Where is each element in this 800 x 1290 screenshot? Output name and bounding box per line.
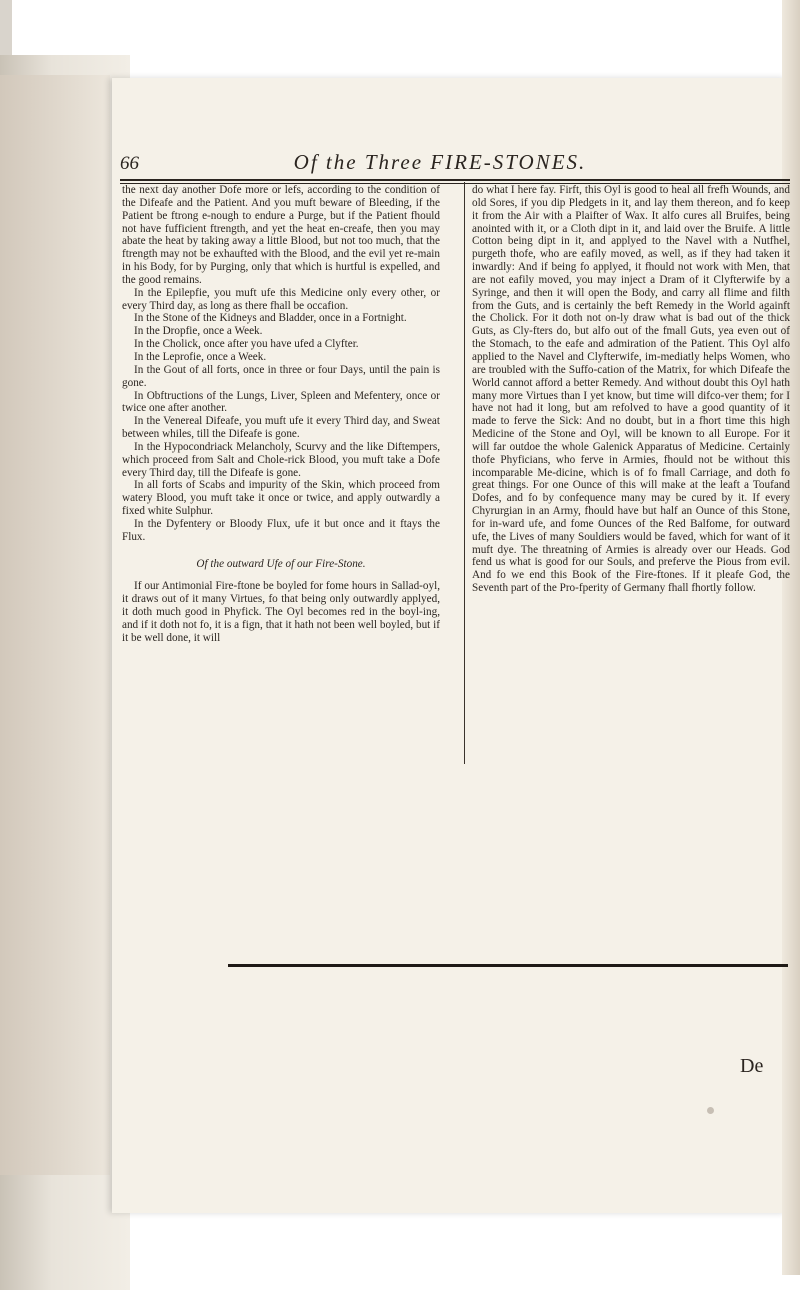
header-rule bbox=[120, 179, 790, 181]
running-title: Of the Three FIRE-STONES. bbox=[293, 150, 587, 174]
section-heading: Of the outward Ufe of our Fire-Stone. bbox=[196, 557, 366, 570]
catchword: De bbox=[740, 1055, 764, 1077]
paragraph: do what I here fay. Firft, this Oyl is good to heal all frefh Wounds, and old Sores, if you dip Pledgets in it, and lay them thereon, and fo keep it from the Air with a Plaifter of Wax. It alfo cures all Bruifes, being anointed with it, or a Cloth dipt in it, and laid over the Bruife. A little Cotton being dipt in it, and applyed to the Navel with a Nutfhel, purgeth thofe, who are eafily moved, as well, as if they had taken it inwardly: And if being fo applyed, it fhould not work with Men, that are not eafily moved, you may inject a Dram of it Clyfterwife by a Syringe, and then it will open the Body, and carry all flime and filth from the Guts, and is certainly the beft Remedy in the World againft the Cholick. For it doth not on-ly draw what is bad out of the thick Guts, as Cly-fters do, but alfo out of the fmall Guts, yea even out of the Stomach, to the eafe and admiration of the Patient. This Oyl alfo applied to the Navel and Clyfterwife, im-mediatly helps Women, who are troubled with the Suffo-cation of the Matrix, for which Difeafe the World cannot afford a better Remedy. And without doubt this Oyl hath many more Virtues than I yet know, but time will difco-ver them; for I have not had it long, but am refolved to have a good quantity of it made to ferve the Sick: And no doubt, but in a fhort time this high Medicine of the Stone and Oyl, will be known to all Europe. For it will far outdoe the whole Galenick Apparatus of Medicine. Certainly thofe Phyficians, who ferve in Armies, fhould not be without this incomparable Me-dicine, which is of fo fmall Carriage, and doth fo great things. For one Ounce of this will make at the leaft a Toufand Dofes, and fo by confequence many may be cured by it. If every Chyrurgian in an Army, fhould have but half an Ounce of this Stone, for in-ward ufe, and fome Ounces of the Red Balfome, for outward ufe, the Lives of many Souldiers would be faved, which for want of it muft dye. The threatning of Armies is already over our Heads. God fend us what is good for our Souls, and preferve the Pious from evil. And fo we end this Book of the Fire-ftones. If it pleafe God, the Seventh part of the Pro-fperity of Germany fhall fhortly follow. bbox=[472, 184, 790, 595]
page-number: 66 bbox=[120, 153, 139, 174]
right-column bbox=[472, 184, 790, 595]
left-column bbox=[122, 184, 440, 645]
bottom-rule bbox=[228, 964, 788, 967]
paragraph: If our Antimonial Fire-ftone be boyled for fome hours in Sallad-oyl, it draws out of it many Virtues, fo that being only outwardly applyed, it doth much good in Phyfick. The Oyl becomes red in the boyl-ing, and if it doth not fo, it is a fign, that it hath not been well boyled, but if it be well done, it will bbox=[122, 580, 440, 644]
paragraph: In the Cholick, once after you have ufed a Clyfter. bbox=[134, 338, 359, 351]
page-header bbox=[120, 150, 760, 182]
column-divider bbox=[464, 182, 465, 764]
paragraph: the next day another Dofe more or lefs, according to the condition of the Difeafe and the Patient. And you muft beware of Bleeding, if the Patient be ftrong e-nough to endure a Purge, but if the Patient fhould not have fufficient ftrength, and yet the heat en-creafe, then you may abate the heat by taking away a little Blood, but not too much, that the ftrength may not be exhaufted with the Blood, and the evil yet re-main in his Body, for by Purging, only that which is hurtful is expelled, and the good remains. bbox=[122, 184, 440, 286]
paragraph: In the Leprofie, once a Week. bbox=[134, 350, 267, 363]
paragraph: In the Venereal Difeafe, you muft ufe it every Third day, and Sweat between whiles, till the Difeafe is gone. bbox=[122, 415, 440, 441]
paragraph: In the Gout of all forts, once in three or four Days, until the pain is gone. bbox=[122, 363, 440, 389]
paragraph: In the Dropfie, once a Week. bbox=[134, 325, 263, 338]
paragraph: In the Dyfentery or Bloody Flux, ufe it but once and it ftays the Flux. bbox=[122, 517, 440, 543]
spine-shadow bbox=[0, 75, 110, 1175]
paragraph: In all forts of Scabs and impurity of the Skin, which proceed from watery Blood, you muft take it once or twice, and apply outwardly a fixed white Sulphur. bbox=[122, 479, 440, 518]
paper-spot bbox=[707, 1107, 714, 1114]
paragraph: In the Stone of the Kidneys and Bladder, once in a Fortnight. bbox=[134, 312, 407, 325]
paragraph: In the Hypocondriack Melancholy, Scurvy and the like Diftempers, which proceed from Salt and Chole-rick Blood, you muft take a Dofe every Third day, till the Difeafe is gone. bbox=[122, 440, 440, 479]
paragraph: In Obftructions of the Lungs, Liver, Spleen and Mefentery, once or twice one after another. bbox=[122, 389, 440, 415]
paragraph: In the Epilepfie, you muft ufe this Medicine only every other, or every Third day, as long as there fhall be occafion. bbox=[122, 286, 440, 312]
